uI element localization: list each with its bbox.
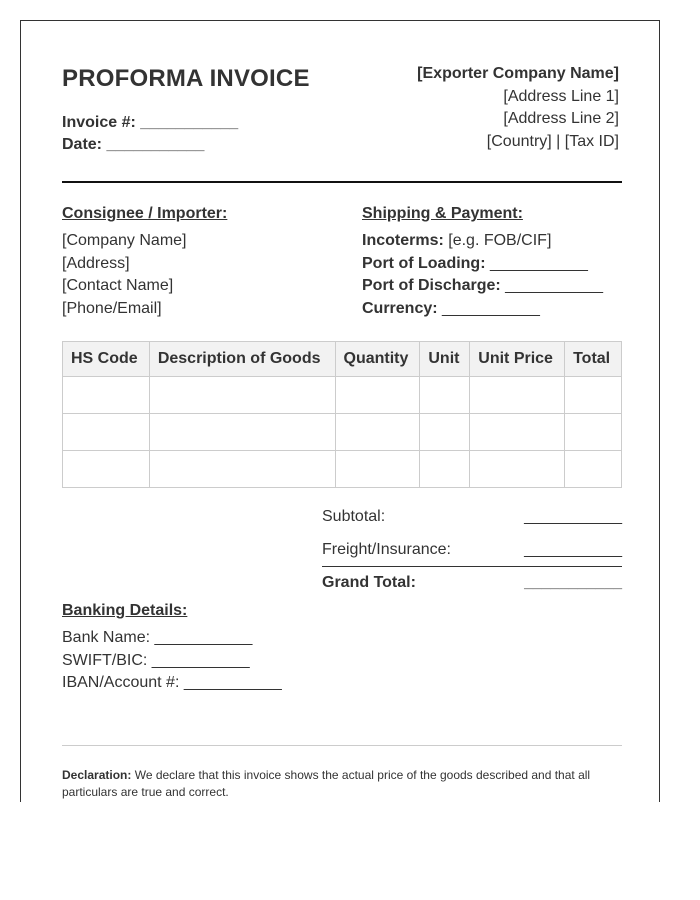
exporter-address-line-1: [Address Line 1]: [503, 87, 619, 105]
table-cell[interactable]: [149, 377, 335, 414]
column-header-quantity: Quantity: [335, 342, 420, 377]
totals-divider: [322, 566, 622, 567]
consignee-company: [Company Name]: [62, 232, 187, 249]
table-row: [63, 451, 622, 488]
swift-line: [62, 650, 282, 673]
footer-divider: [62, 745, 622, 746]
column-header-unit-price: Unit Price: [470, 342, 565, 377]
incoterms-value[interactable]: [e.g. FOB/CIF]: [448, 232, 552, 249]
table-cell[interactable]: [420, 414, 470, 451]
shipping-section: [362, 205, 603, 320]
header-divider: [62, 181, 622, 183]
table-cell[interactable]: [420, 451, 470, 488]
port-discharge-field[interactable]: ___________: [505, 277, 604, 294]
consignee-section: [62, 205, 227, 320]
port-loading-field[interactable]: ___________: [489, 254, 588, 272]
exporter-block: [417, 63, 619, 153]
table-cell[interactable]: [63, 414, 150, 451]
goods-table-header: [63, 342, 622, 377]
table-cell[interactable]: [470, 414, 565, 451]
declaration: [62, 767, 622, 801]
consignee-heading: Consignee / Importer:: [62, 205, 228, 222]
consignee-phone-email: [Phone/Email]: [62, 299, 162, 317]
port-discharge-label: Port of Discharge:: [362, 277, 501, 294]
swift-label: SWIFT/BIC:: [62, 651, 148, 669]
page-title: PROFORMA INVOICE: [62, 65, 310, 92]
grand-total-row: [322, 574, 622, 592]
bank-name-label: Bank Name:: [62, 629, 151, 646]
freight-label: Freight/Insurance:: [322, 541, 451, 558]
port-loading-line: [362, 253, 603, 276]
iban-label: IBAN/Account #:: [62, 674, 180, 691]
invoice-meta: [62, 112, 238, 156]
currency-label: Currency:: [362, 299, 438, 317]
table-cell[interactable]: [565, 377, 622, 414]
shipping-heading: Shipping & Payment:: [362, 205, 523, 222]
table-row: [63, 377, 622, 414]
subtotal-row: [322, 508, 622, 526]
invoice-date-label: Date:: [62, 136, 103, 153]
table-cell[interactable]: [470, 377, 565, 414]
invoice-date-field[interactable]: ___________: [106, 136, 205, 153]
freight-row: [322, 541, 622, 559]
table-cell[interactable]: [63, 451, 150, 488]
table-cell[interactable]: [335, 414, 420, 451]
column-header-unit: Unit: [420, 342, 470, 377]
grand-total-label: Grand Total:: [322, 574, 416, 591]
banking-section: [62, 602, 282, 695]
table-cell[interactable]: [565, 414, 622, 451]
table-cell[interactable]: [63, 377, 150, 414]
column-header-hs-code: HS Code: [63, 342, 150, 377]
table-cell[interactable]: [420, 377, 470, 414]
currency-line: [362, 298, 603, 321]
table-cell[interactable]: [335, 377, 420, 414]
subtotal-label: Subtotal:: [322, 508, 386, 525]
declaration-label: Declaration:: [62, 768, 132, 782]
banking-heading: Banking Details:: [62, 602, 188, 619]
exporter-company-name: [Exporter Company Name]: [417, 65, 619, 82]
goods-table: [62, 341, 622, 488]
invoice-number-line: [62, 112, 238, 134]
iban-field[interactable]: ___________: [183, 674, 282, 691]
port-discharge-line: [362, 275, 603, 298]
column-header-total: Total: [565, 342, 622, 377]
bank-name-line: [62, 627, 282, 650]
table-cell[interactable]: [470, 451, 565, 488]
column-header-description: Description of Goods: [149, 342, 335, 377]
consignee-address: [Address]: [62, 254, 130, 272]
bank-name-field[interactable]: ___________: [154, 629, 253, 646]
port-loading-label: Port of Loading:: [362, 254, 486, 272]
declaration-text: We declare that this invoice shows the actual price of the goods described and that all particulars are true and correct.: [62, 768, 591, 799]
table-cell[interactable]: [565, 451, 622, 488]
table-cell[interactable]: [149, 414, 335, 451]
invoice-number-field[interactable]: ___________: [140, 114, 239, 131]
table-cell[interactable]: [335, 451, 420, 488]
swift-field[interactable]: ___________: [151, 651, 250, 669]
consignee-contact: [Contact Name]: [62, 277, 174, 294]
iban-line: [62, 672, 282, 695]
invoice-number-label: Invoice #:: [62, 114, 136, 131]
incoterms-line: [362, 230, 603, 253]
exporter-country-tax: [Country] | [Tax ID]: [486, 132, 619, 150]
currency-field[interactable]: ___________: [442, 299, 540, 317]
incoterms-label: Incoterms:: [362, 232, 444, 249]
table-row: [63, 414, 622, 451]
freight-field[interactable]: ___________: [524, 541, 622, 558]
invoice-date-line: [62, 134, 238, 156]
table-cell[interactable]: [149, 451, 335, 488]
exporter-address-line-2: [Address Line 2]: [503, 110, 619, 127]
grand-total-field[interactable]: ___________: [524, 574, 622, 591]
subtotal-field[interactable]: ___________: [524, 508, 622, 525]
invoice-page: [20, 20, 660, 802]
